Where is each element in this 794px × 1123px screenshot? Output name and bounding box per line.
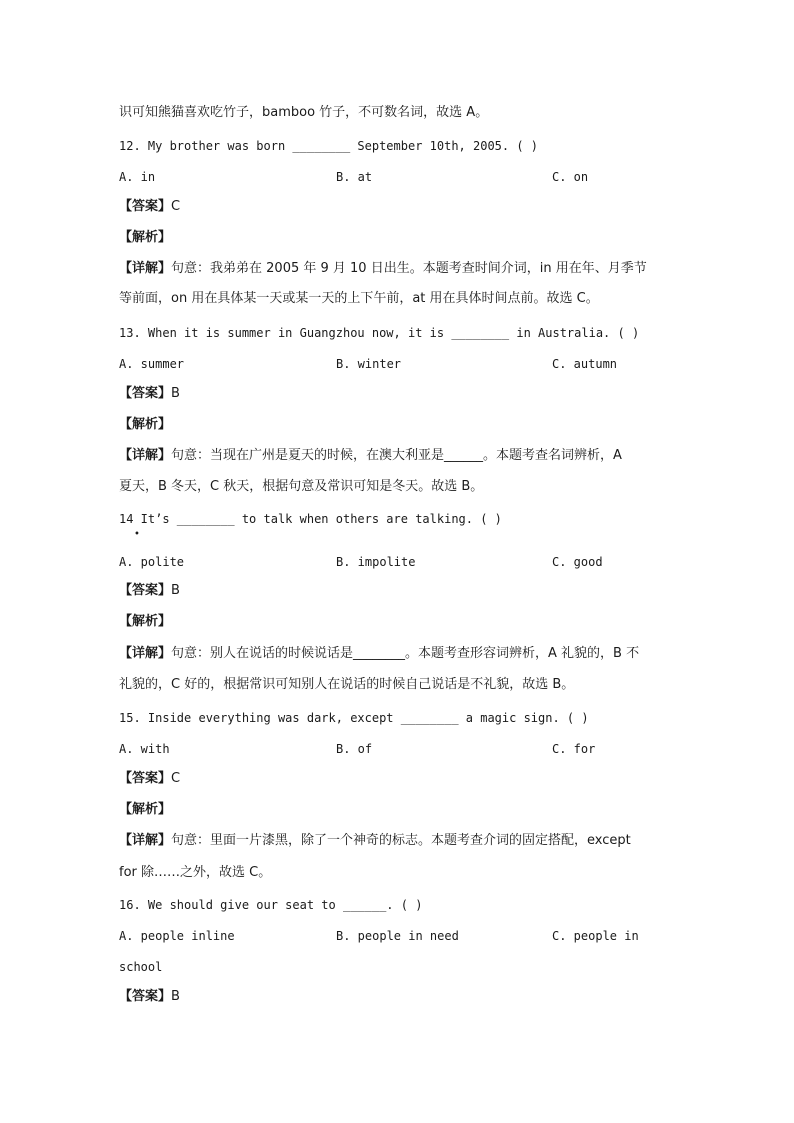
option-c: C. good xyxy=(552,555,603,569)
question-15-detail-line-1 xyxy=(119,832,631,850)
option-b: B. winter xyxy=(336,357,402,371)
answer-value: B xyxy=(171,386,180,401)
detail-tag: 【详解】 xyxy=(119,261,172,276)
question-12-analysis-tag: 【解析】 xyxy=(119,230,172,245)
answer-tag: 【答案】 xyxy=(119,199,172,214)
option-a: A. summer xyxy=(119,357,185,371)
stray-dot: • xyxy=(134,529,140,540)
option-a: A. with xyxy=(119,742,170,756)
detail-tag: 【详解】 xyxy=(119,646,172,661)
answer-value: B xyxy=(171,989,180,1004)
question-14-stem: 14 It’s ________ to talk when others are talking. ( ) xyxy=(119,512,502,526)
detail-text: 句意：里面一片漆黑，除了一个神奇的标志。本题考查介词的固定搭配，except xyxy=(171,833,631,848)
question-12-detail-line-2: 等前面，on 用在具体某一天或某一天的上下午前，at 用在具体时间点前。故选 C。 xyxy=(119,291,599,306)
question-13-answer xyxy=(119,385,180,403)
option-a: A. people inline xyxy=(119,929,235,943)
question-12-answer xyxy=(119,198,180,216)
question-16-answer xyxy=(119,988,180,1006)
answer-tag: 【答案】 xyxy=(119,989,172,1004)
option-b: B. of xyxy=(336,742,373,756)
question-13-analysis-tag: 【解析】 xyxy=(119,417,172,432)
detail-text: 句意：别人在说话的时候说话是________。本题考查形容词辨析，A 礼貌的，B 不 xyxy=(171,646,640,661)
option-c: C. people in xyxy=(552,929,639,943)
intro-line: 识可知熊猫喜欢吃竹子，bamboo 竹子，不可数名词，故选 A。 xyxy=(119,105,489,120)
answer-tag: 【答案】 xyxy=(119,583,172,598)
answer-value: C xyxy=(171,771,181,786)
option-b: B. at xyxy=(336,170,373,184)
option-a: A. in xyxy=(119,170,156,184)
detail-tag: 【详解】 xyxy=(119,448,172,463)
option-c: C. on xyxy=(552,170,589,184)
detail-text: 句意：当现在广州是夏天的时候，在澳大利亚是______。本题考查名词辨析，A xyxy=(171,448,622,463)
detail-text: 句意：我弟弟在 2005 年 9 月 10 日出生。本题考查时间介词，in 用在年、月季节 xyxy=(171,261,647,276)
question-14-detail-line-1 xyxy=(119,645,639,663)
question-15-stem: 15. Inside everything was dark, except ________ a magic sign. ( ) xyxy=(119,711,589,725)
option-a: A. polite xyxy=(119,555,185,569)
question-14-detail-line-2: 礼貌的，C 好的，根据常识可知别人在说话的时候自己说话是不礼貌，故选 B。 xyxy=(119,677,575,692)
question-16-option-wrap: school xyxy=(119,960,163,974)
option-c: C. for xyxy=(552,742,596,756)
question-16-stem: 16. We should give our seat to ______. ( ) xyxy=(119,898,423,912)
question-13-detail-line-1 xyxy=(119,447,622,465)
answer-value: C xyxy=(171,199,181,214)
question-13-stem: 13. When it is summer in Guangzhou now, it is ________ in Australia. ( ) xyxy=(119,326,640,340)
question-12-stem: 12. My brother was born ________ September 10th, 2005. ( ) xyxy=(119,139,539,153)
option-b: B. people in need xyxy=(336,929,459,943)
question-14-answer xyxy=(119,582,180,600)
question-14-analysis-tag: 【解析】 xyxy=(119,614,172,629)
option-b: B. impolite xyxy=(336,555,416,569)
question-13-detail-line-2: 夏天，B 冬天，C 秋天，根据句意及常识可知是冬天。故选 B。 xyxy=(119,479,484,494)
option-c: C. autumn xyxy=(552,357,618,371)
question-15-detail-line-2: for 除……之外，故选 C。 xyxy=(119,865,272,880)
question-15-answer xyxy=(119,770,180,788)
question-12-detail-line-1 xyxy=(119,260,647,278)
answer-tag: 【答案】 xyxy=(119,771,172,786)
question-15-analysis-tag: 【解析】 xyxy=(119,802,172,817)
answer-tag: 【答案】 xyxy=(119,386,172,401)
answer-value: B xyxy=(171,583,180,598)
detail-tag: 【详解】 xyxy=(119,833,172,848)
